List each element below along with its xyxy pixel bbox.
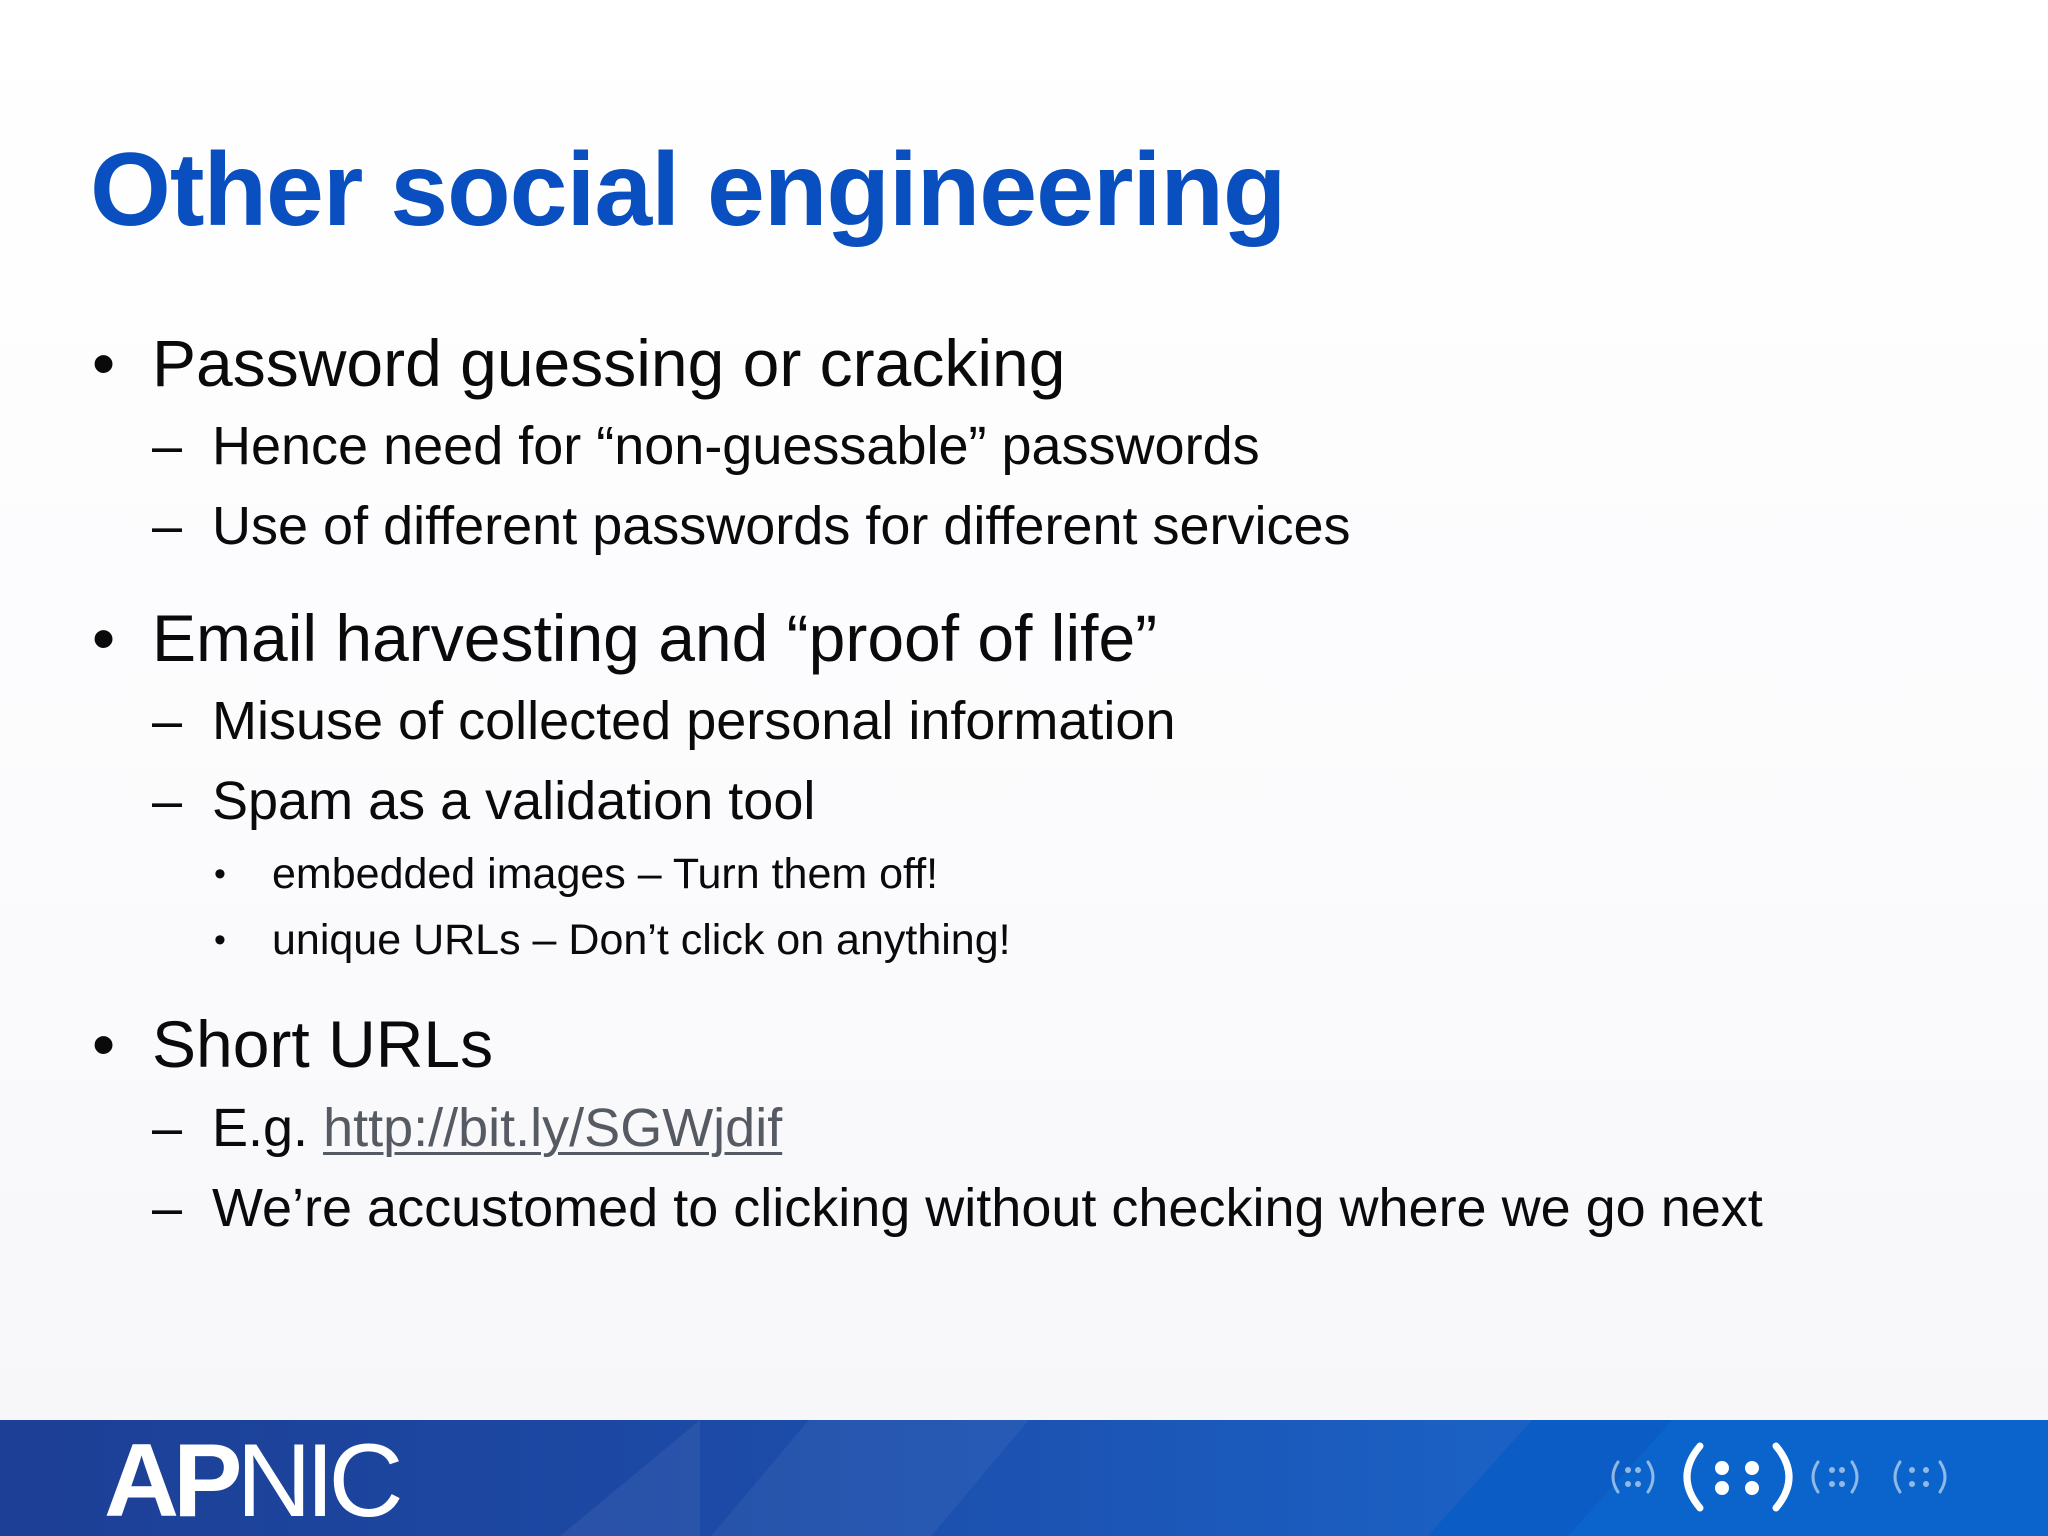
bullet-text: Password guessing or cracking — [152, 326, 1066, 400]
braille-logo-icon — [1600, 1432, 1960, 1522]
bullet-item — [92, 1006, 494, 1082]
dash-marker: – — [152, 416, 183, 476]
apnic-logo — [104, 1426, 464, 1526]
dash-marker: – — [152, 496, 183, 556]
sub-bullet-prefix: E.g. — [212, 1098, 324, 1158]
slide-title: Other social engineering — [90, 132, 1286, 248]
sub-bullet-item — [152, 414, 1260, 478]
sub-bullet-text: Hence need for “non-guessable” passwords — [212, 416, 1260, 476]
bullet-marker: • — [92, 1007, 116, 1081]
footer-decoration — [711, 1420, 1028, 1536]
dash-marker: – — [152, 1178, 183, 1238]
sub-bullet-text: We’re accustomed to clicking without checking where we go next — [212, 1178, 1763, 1238]
sub-bullet-item — [152, 689, 1176, 753]
bullet-text: Short URLs — [152, 1007, 494, 1081]
bullet-text: Email harvesting and “proof of life” — [152, 601, 1158, 675]
bullet-marker: • — [92, 601, 116, 675]
sub-bullet-item — [152, 769, 816, 833]
sub-bullet-text: Use of different passwords for different services — [212, 496, 1351, 556]
apnic-logo-text: APNIC — [104, 1426, 398, 1526]
bullet-marker: • — [92, 326, 116, 400]
sub-bullet-item — [152, 494, 1351, 558]
dash-marker: – — [152, 771, 183, 831]
small-bullet-marker: • — [214, 921, 226, 959]
sub-sub-bullet-item — [214, 848, 939, 900]
dash-marker: – — [152, 1098, 183, 1158]
small-bullet-marker: • — [214, 855, 226, 893]
sub-bullet-item — [152, 1096, 783, 1160]
sub-sub-bullet-item — [214, 914, 1011, 966]
dash-marker: – — [152, 691, 183, 751]
sub-bullet-item — [152, 1176, 1763, 1240]
bullet-item — [92, 600, 1158, 676]
bullet-item — [92, 325, 1066, 401]
sub-sub-bullet-text: embedded images – Turn them off! — [272, 850, 939, 898]
sub-sub-bullet-text: unique URLs – Don’t click on anything! — [272, 916, 1011, 964]
sub-bullet-text: Misuse of collected personal information — [212, 691, 1176, 751]
sub-bullet-text: Spam as a validation tool — [212, 771, 816, 831]
short-url-link[interactable]: http://bit.ly/SGWjdif — [323, 1098, 783, 1158]
footer-banner — [0, 1420, 2048, 1536]
footer-decoration — [560, 1420, 700, 1536]
